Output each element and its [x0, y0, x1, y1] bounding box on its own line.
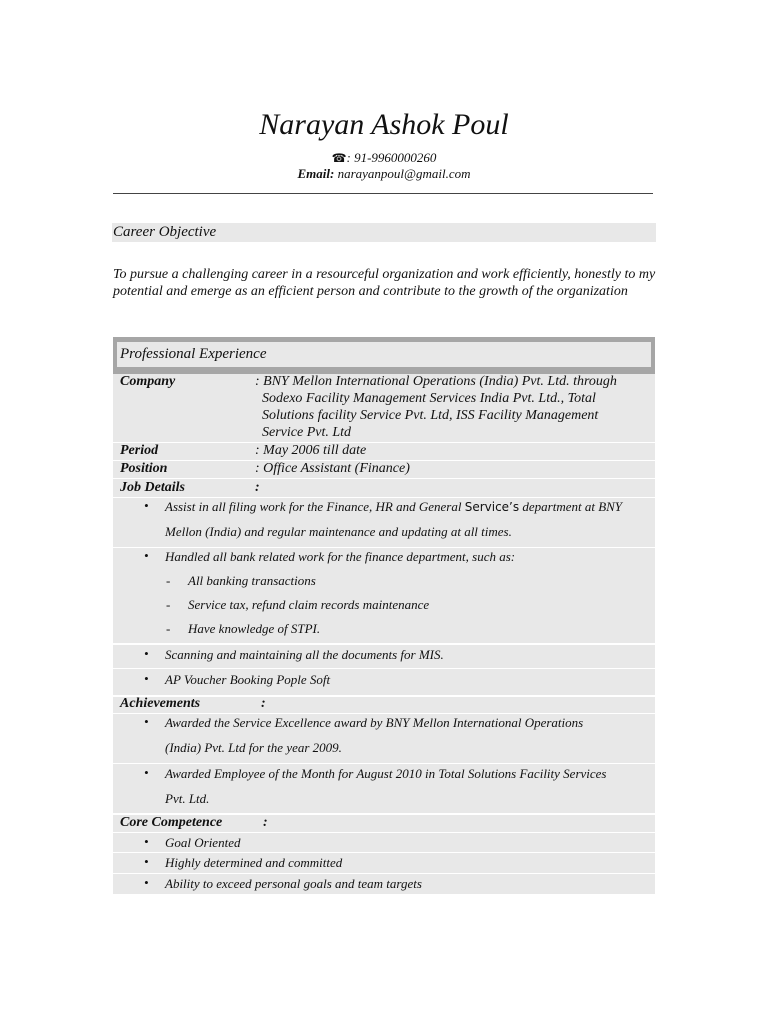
job-item-text: Handled all bank related work for the finance department, such as: — [165, 549, 516, 564]
company-line: : BNY Mellon International Operations (India) Pvt. Ltd. through — [255, 374, 617, 389]
achievements-label: Achievements — [120, 696, 201, 711]
achievements-colon: : — [261, 696, 266, 711]
list-item — [113, 874, 655, 894]
header-divider — [113, 193, 653, 194]
position-label: Position — [120, 461, 168, 476]
job-item-text: AP Voucher Booking Pople Soft — [165, 672, 331, 687]
job-details-colon: : — [255, 480, 260, 495]
competence-text: Ability to exceed personal goals and team targets — [165, 876, 422, 891]
dash: - — [166, 597, 171, 612]
bullet: • — [144, 875, 149, 890]
job-item-text: Scanning and maintaining all the documents for MIS. — [165, 647, 444, 662]
core-competence-colon: : — [263, 815, 268, 830]
company-label: Company — [120, 374, 176, 389]
bullet: • — [144, 714, 149, 729]
bullet: • — [144, 646, 149, 661]
dash: - — [166, 573, 171, 588]
experience-heading: Professional Experience — [117, 342, 651, 367]
company-row — [113, 374, 655, 442]
job-item-text: Mellon (India) and regular maintenance and updating at all times. — [165, 524, 512, 539]
company-line: Solutions facility Service Pvt. Ltd, ISS Facility Management — [262, 408, 599, 423]
bullet: • — [144, 854, 149, 869]
period-value: : May 2006 till date — [255, 443, 367, 458]
sub-item-text: Service tax, refund claim records maintenance — [188, 597, 430, 612]
company-line: Service Pvt. Ltd — [262, 425, 352, 440]
period-row — [113, 443, 655, 460]
bullet: • — [144, 498, 149, 513]
position-value: : Office Assistant (Finance) — [255, 461, 410, 476]
competence-text: Goal Oriented — [165, 835, 241, 850]
dash: - — [166, 621, 171, 636]
phone-number: : 91-9960000260 — [346, 150, 437, 165]
telephone-icon: ☎ — [331, 151, 347, 165]
email-label: Email: — [297, 166, 335, 181]
achievement-text: (India) Pvt. Ltd for the year 2009. — [165, 740, 342, 755]
career-objective-text: To pursue a challenging career in a resourceful organization and work efficiently, honestly to my potential and emerge as an efficient person and contribute to the growth of the organization — [113, 267, 656, 299]
bullet: • — [144, 765, 149, 780]
core-competence-label: Core Competence — [120, 815, 223, 830]
achievement-text: Awarded Employee of the Month for August 2010 in Total Solutions Facility Services — [165, 766, 607, 781]
email-address: narayanpoul@gmail.com — [337, 166, 471, 181]
job-details-label: Job Details — [120, 480, 185, 495]
list-item — [113, 498, 655, 547]
career-objective-heading: Career Objective — [112, 223, 656, 242]
competence-text: Highly determined and committed — [165, 855, 343, 870]
candidate-name: Narayan Ashok Poul — [259, 108, 509, 141]
position-row — [113, 461, 655, 478]
bullet: • — [144, 548, 149, 563]
bullet: • — [144, 671, 149, 686]
list-item — [113, 714, 655, 763]
sub-item-text: All banking transactions — [188, 573, 316, 588]
job-item-text: Assist in all filing work for the Finance, HR and General Service’s department at BNY — [165, 499, 623, 514]
list-item — [113, 669, 655, 695]
period-label: Period — [120, 443, 159, 458]
sub-item-text: Have knowledge of STPI. — [188, 621, 321, 636]
bullet: • — [144, 834, 149, 849]
list-item — [113, 764, 655, 813]
company-line: Sodexo Facility Management Services India Pvt. Ltd., Total — [262, 391, 596, 406]
list-item — [113, 645, 655, 668]
phone-line — [0, 150, 768, 166]
achievement-text: Awarded the Service Excellence award by BNY Mellon International Operations — [165, 715, 584, 730]
achievement-text: Pvt. Ltd. — [165, 791, 210, 806]
list-item — [113, 548, 655, 643]
email-line — [0, 166, 768, 182]
list-item — [113, 853, 655, 873]
